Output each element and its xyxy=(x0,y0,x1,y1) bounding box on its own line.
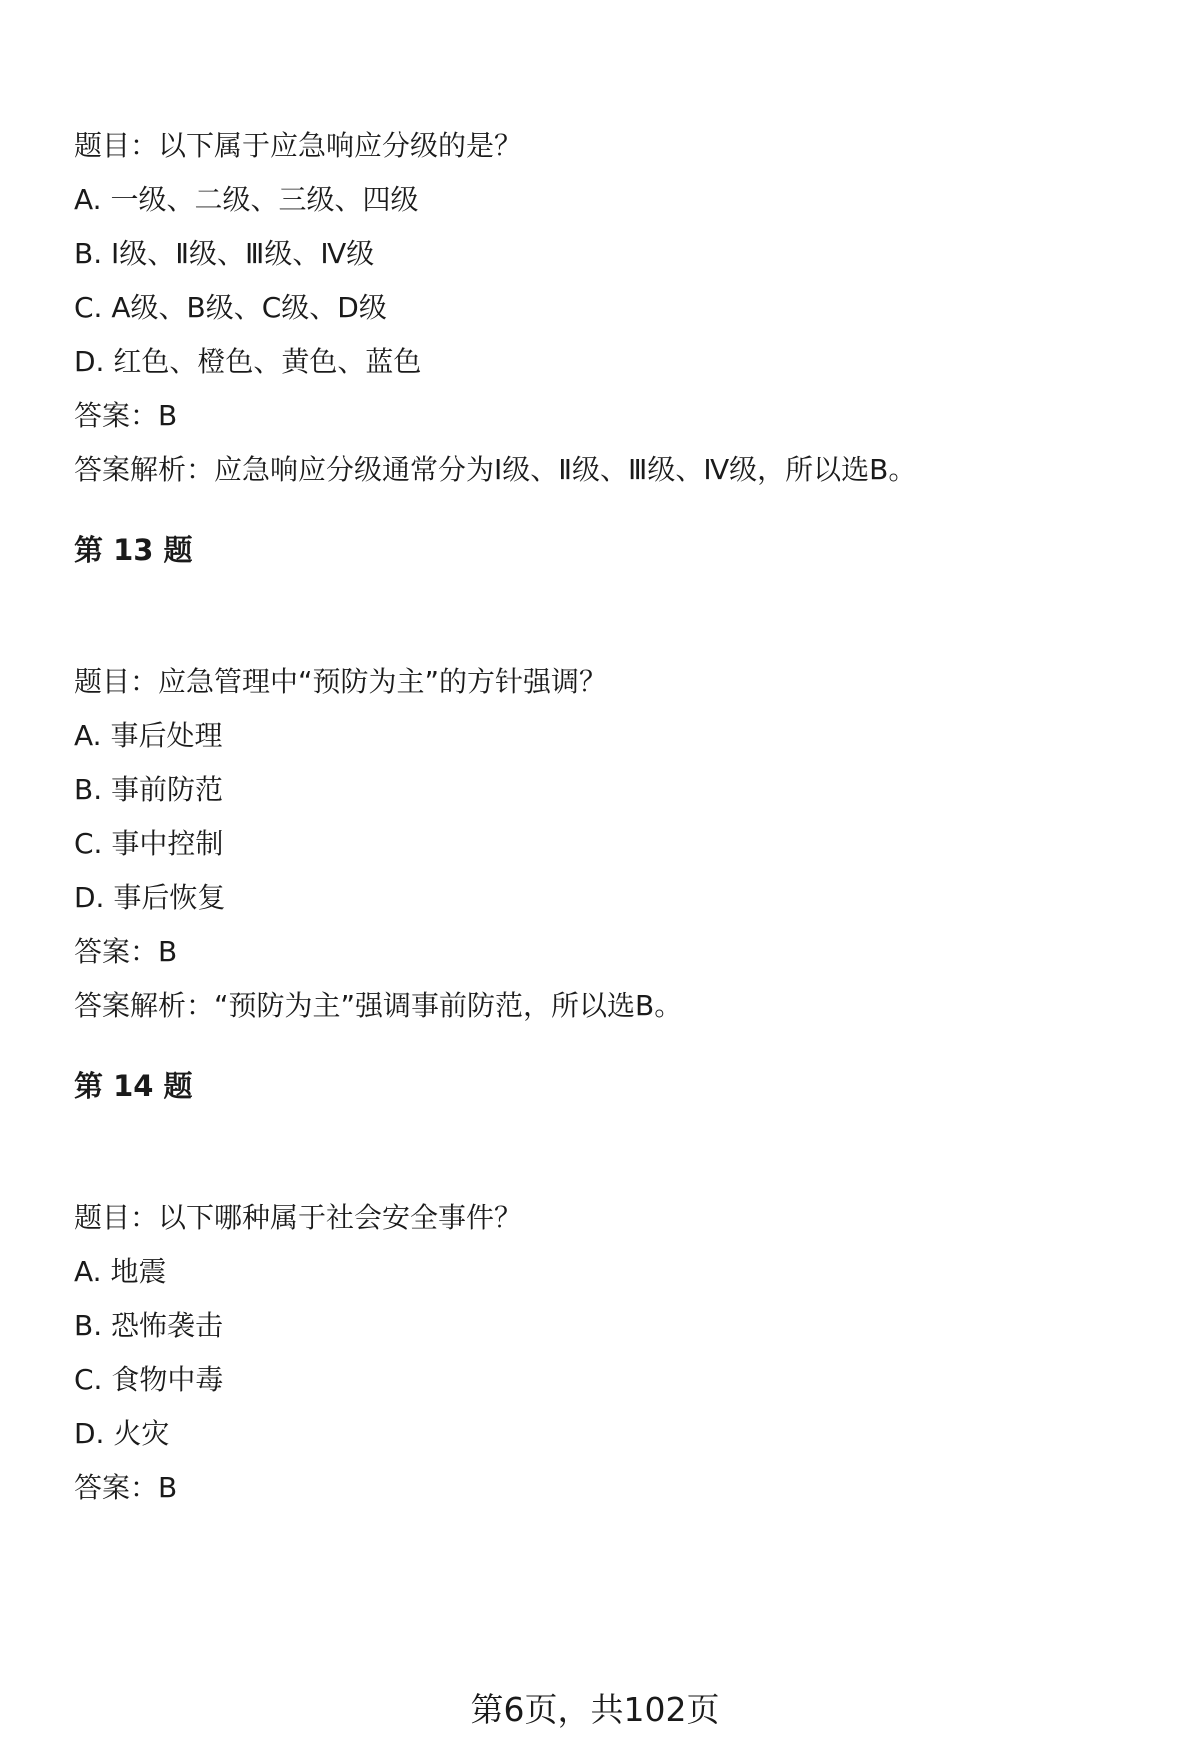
question-text: 题目：以下属于应急响应分级的是？ xyxy=(74,129,523,162)
option-c: C. 食物中毒 xyxy=(74,1363,224,1396)
option-b: B. Ⅰ级、Ⅱ级、Ⅲ级、Ⅳ级 xyxy=(74,237,375,270)
option-d: D. 火灾 xyxy=(74,1417,170,1450)
question-text: 题目：以下哪种属于社会安全事件？ xyxy=(74,1201,523,1234)
answer-text: 答案：B xyxy=(74,399,178,432)
option-b: B. 事前防范 xyxy=(74,773,224,806)
option-a: A. 一级、二级、三级、四级 xyxy=(74,183,419,216)
option-c: C. A级、B级、C级、D级 xyxy=(74,291,387,324)
option-b: B. 恐怖袭击 xyxy=(74,1309,224,1342)
option-d: D. 事后恢复 xyxy=(74,881,226,914)
answer-text: 答案：B xyxy=(74,1471,178,1504)
page-number: 第6页，共102页 xyxy=(470,1690,720,1729)
analysis-text: 答案解析：“预防为主”强调事前防范，所以选B。 xyxy=(74,989,683,1022)
question-text: 题目：应急管理中“预防为主”的方针强调？ xyxy=(74,665,608,698)
option-a: A. 地震 xyxy=(74,1255,167,1288)
question-heading: 第 14 题 xyxy=(74,1069,193,1103)
question-heading: 第 13 题 xyxy=(74,533,193,567)
analysis-text: 答案解析：应急响应分级通常分为Ⅰ级、Ⅱ级、Ⅲ级、Ⅳ级，所以选B。 xyxy=(74,453,917,486)
option-d: D. 红色、橙色、黄色、蓝色 xyxy=(74,345,422,378)
answer-text: 答案：B xyxy=(74,935,178,968)
option-a: A. 事后处理 xyxy=(74,719,223,752)
option-c: C. 事中控制 xyxy=(74,827,224,860)
